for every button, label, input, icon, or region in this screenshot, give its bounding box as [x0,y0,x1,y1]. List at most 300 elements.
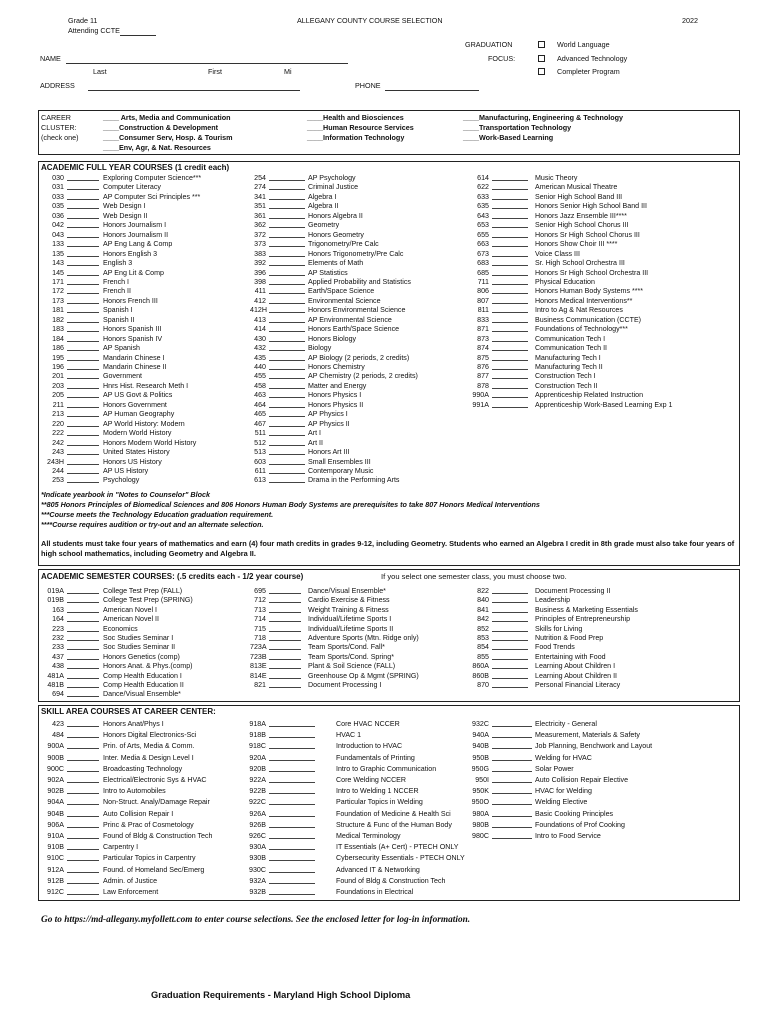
course-select-blank[interactable] [269,429,305,436]
course-select-blank[interactable] [67,832,99,839]
course-select-blank[interactable] [269,382,305,389]
course-select-blank[interactable] [492,212,528,219]
course-select-blank[interactable] [67,798,99,805]
course-name: Intro to Food Service [535,832,601,840]
course-name: Learning About Children I [535,662,616,671]
course-code: 673 [477,249,489,258]
course-select-blank[interactable] [269,420,305,427]
course-name: Advanced IT & Networking [336,865,420,874]
attending-field[interactable] [120,35,156,36]
course-name: Principles of Entrepreneurship [535,615,631,624]
course-select-blank[interactable] [492,335,528,342]
course-select-blank[interactable] [67,672,99,679]
course-select-blank[interactable] [67,183,99,190]
career-option[interactable]: ____Information Technology [307,133,405,142]
course-select-blank[interactable] [492,401,528,408]
course-name: Business Communication (CCTE) [535,315,642,324]
course-select-blank[interactable] [269,221,305,228]
career-label-line: CAREER [41,113,71,122]
course-select-blank[interactable] [67,335,99,342]
focus-option-world-language[interactable] [538,41,610,50]
course-select-blank[interactable] [269,316,305,323]
course-select-blank[interactable] [269,843,315,850]
course-name: Structure & Func of the Human Body [336,820,452,829]
course-select-blank[interactable] [269,653,301,660]
course-code: 512 [254,438,266,447]
course-code: 437 [52,652,64,661]
course-select-blank[interactable] [492,259,528,266]
course-select-blank[interactable] [269,754,315,761]
course-select-blank[interactable] [492,643,528,650]
course-select-blank[interactable] [67,776,99,783]
course-select-blank[interactable] [269,231,305,238]
course-code: 511 [254,429,266,438]
course-select-blank[interactable] [269,467,305,474]
course-select-blank[interactable] [67,202,99,209]
note-yearbook: *Indicate yearbook in "Notes to Counselor" Block [41,490,210,499]
course-select-blank[interactable] [269,587,301,594]
course-name: Psychology [103,476,140,485]
course-select-blank[interactable] [67,742,99,749]
course-select-blank[interactable] [67,854,99,861]
course-select-blank[interactable] [67,810,99,817]
course-code: 244 [52,466,64,475]
course-select-blank[interactable] [67,250,99,257]
course-select-blank[interactable] [67,391,99,398]
career-option[interactable]: ____Construction & Development [103,123,219,132]
course-select-blank[interactable] [269,596,301,603]
course-select-blank[interactable] [67,212,99,219]
course-name: Core Welding NCCER [336,776,407,784]
course-code: 205 [52,391,64,400]
course-select-blank[interactable] [67,681,99,688]
course-select-blank[interactable] [67,401,99,408]
course-name: American Novel I [103,605,158,614]
course-code: 036 [52,211,64,220]
course-name: Senior High School Band III [535,192,623,201]
course-select-blank[interactable] [67,382,99,389]
course-select-blank[interactable] [67,306,99,313]
course-select-blank[interactable] [492,821,532,828]
course-code: 876 [477,363,489,371]
course-select-blank[interactable] [269,476,305,483]
course-code: 464 [254,400,266,409]
course-select-blank[interactable] [269,888,315,895]
course-select-blank[interactable] [67,720,99,727]
course-select-blank[interactable] [269,765,315,772]
course-code: 806 [477,287,489,296]
course-select-blank[interactable] [492,587,528,594]
course-code: 840 [477,596,489,605]
course-select-blank[interactable] [269,183,305,190]
course-code: 980B [472,820,489,829]
course-select-blank[interactable] [67,429,99,436]
course-name: Art II [308,438,323,447]
address-field[interactable] [88,90,300,91]
checkbox-icon[interactable] [538,68,545,75]
course-select-blank[interactable] [492,681,528,688]
course-name: Honors Anat/Phys I [103,720,164,728]
course-select-blank[interactable] [67,754,99,761]
course-select-blank[interactable] [67,643,99,650]
course-select-blank[interactable] [67,448,99,455]
course-select-blank[interactable] [269,742,315,749]
course-select-blank[interactable] [67,596,99,603]
course-name: College Test Prep (FALL) [103,587,183,595]
course-select-blank[interactable] [67,731,99,738]
course-select-blank[interactable] [492,625,528,632]
course-select-blank[interactable] [492,316,528,323]
course-select-blank[interactable] [67,634,99,641]
course-select-blank[interactable] [67,653,99,660]
course-select-blank[interactable] [492,754,532,761]
course-select-blank[interactable] [67,821,99,828]
course-code: 392 [254,259,266,268]
course-name: Honors Chemistry [308,363,365,371]
attending-label: Attending CCTE [68,26,120,35]
course-select-blank[interactable] [492,765,532,772]
course-code: 714 [254,615,266,624]
course-select-blank[interactable] [67,765,99,772]
course-select-blank[interactable] [269,606,301,613]
course-select-blank[interactable] [67,325,99,332]
course-select-blank[interactable] [492,787,532,794]
course-select-blank[interactable] [67,240,99,247]
course-name: AP US History [103,466,149,475]
course-select-blank[interactable] [269,643,301,650]
course-select-blank[interactable] [67,587,99,594]
course-select-blank[interactable] [67,877,99,884]
note-biomedical: **805 Honors Principles of Biomedical Sciences and 806 Honors Human Body Systems are prerequisites to take 807 Honors Medical Interventions [41,500,540,509]
course-code: 904A [47,798,64,807]
phone-field[interactable] [385,90,479,91]
course-code: 870 [477,681,489,689]
course-select-blank[interactable] [269,720,315,727]
course-select-blank[interactable] [67,606,99,613]
course-select-blank[interactable] [67,625,99,632]
course-code: 912B [47,876,64,885]
course-select-blank[interactable] [269,354,305,361]
course-select-blank[interactable] [492,221,528,228]
course-code: 643 [477,211,489,220]
course-select-blank[interactable] [492,278,528,285]
course-name: Found. of Homeland Sec/Emerg [103,865,205,874]
course-code: 926B [249,820,266,829]
course-name: Spanish I [103,306,133,315]
course-select-blank[interactable] [67,787,99,794]
course-code: 035 [52,202,64,211]
course-code: 813E [250,662,267,671]
course-code: 814E [250,671,267,680]
course-select-blank[interactable] [269,202,305,209]
checkbox-icon[interactable] [538,55,545,62]
course-code: 220 [52,419,64,428]
course-select-blank[interactable] [269,410,305,417]
course-name: Foundations of Prof Cooking [535,820,625,829]
course-select-blank[interactable] [67,888,99,895]
course-code: 135 [52,249,64,258]
course-code: 411 [254,287,266,296]
course-code: 362 [254,221,266,230]
course-select-blank[interactable] [492,363,528,370]
course-code: 232 [52,634,64,642]
course-name: Introduction to HVAC [336,742,403,751]
course-code: 694 [52,690,64,699]
course-select-blank[interactable] [67,278,99,285]
course-select-blank[interactable] [67,221,99,228]
course-select-blank[interactable] [492,672,528,679]
course-code: 853 [477,634,489,642]
course-code: 807 [477,296,489,305]
career-option[interactable]: ____Transportation Technology [463,123,572,132]
course-select-blank[interactable] [492,662,528,669]
course-code: 243H [47,457,64,466]
course-name: French II [103,287,131,296]
course-select-blank[interactable] [492,183,528,190]
course-name: Honors Geometry [308,230,364,239]
course-select-blank[interactable] [492,325,528,332]
course-select-blank[interactable] [67,344,99,351]
course-name: AP Spanish [103,344,140,353]
course-code: 412H [250,306,267,315]
course-name: College Test Prep (SPRING) [103,596,193,605]
course-select-blank[interactable] [492,202,528,209]
course-select-blank[interactable] [269,372,305,379]
course-select-blank[interactable] [492,306,528,313]
course-name: Web Design I [103,202,146,211]
course-code: 950I [475,776,489,784]
career-option[interactable]: ____Work-Based Learning [463,133,554,142]
course-name: Elements of Math [308,259,364,268]
course-select-blank[interactable] [492,354,528,361]
course-select-blank[interactable] [269,458,305,465]
course-select-blank[interactable] [492,653,528,660]
course-select-blank[interactable] [67,410,99,417]
course-code: 920B [249,764,266,773]
course-select-blank[interactable] [269,448,305,455]
career-option[interactable]: ____Env, Agr, & Nat. Resources [103,143,211,152]
course-select-blank[interactable] [492,250,528,257]
course-name: HVAC for Welding [535,787,592,796]
course-select-blank[interactable] [67,259,99,266]
focus-option-completer-program[interactable] [538,68,620,77]
course-select-blank[interactable] [67,662,99,669]
course-code: 372 [254,230,266,239]
course-select-blank[interactable] [67,269,99,276]
course-name: AP Chemistry (2 periods, 2 credits) [308,372,418,381]
course-code: 222 [52,429,64,438]
course-name: Found of Bldg & Construction Tech [103,832,213,840]
course-select-blank[interactable] [269,401,305,408]
course-code: 930B [249,854,266,863]
course-select-blank[interactable] [67,476,99,483]
course-select-blank[interactable] [269,297,305,304]
course-select-blank[interactable] [492,606,528,613]
career-option[interactable]: ____Health and Biosciences [307,113,404,122]
course-name: Non-Struct. Analy/Damage Repair [103,798,210,807]
course-select-blank[interactable] [492,731,532,738]
course-select-blank[interactable] [269,212,305,219]
course-select-blank[interactable] [67,231,99,238]
course-select-blank[interactable] [269,662,301,669]
course-select-blank[interactable] [269,306,305,313]
course-select-blank[interactable] [269,250,305,257]
grade-label: Grade 11 [68,16,98,25]
course-select-blank[interactable] [269,363,305,370]
course-select-blank[interactable] [67,866,99,873]
course-select-blank[interactable] [492,832,532,839]
course-select-blank[interactable] [492,798,532,805]
course-select-blank[interactable] [67,615,99,622]
course-select-blank[interactable] [269,866,315,873]
course-select-blank[interactable] [492,193,528,200]
course-select-blank[interactable] [269,335,305,342]
course-code: 922C [249,798,266,807]
course-name: Core HVAC NCCER [336,720,400,728]
course-select-blank[interactable] [269,672,301,679]
course-select-blank[interactable] [67,363,99,370]
course-name: Particular Topics in Carpentry [103,854,196,863]
course-name: Algebra I [308,192,337,201]
course-select-blank[interactable] [492,596,528,603]
course-select-blank[interactable] [492,269,528,276]
course-select-blank[interactable] [492,240,528,247]
course-select-blank[interactable] [269,344,305,351]
course-select-blank[interactable] [269,731,315,738]
course-select-blank[interactable] [269,259,305,266]
career-option[interactable]: ____Human Resource Services [307,123,414,132]
course-code: 920A [249,753,266,762]
course-select-blank[interactable] [269,877,315,884]
course-select-blank[interactable] [269,821,315,828]
course-code: 396 [254,268,266,277]
course-name: AP Psychology [308,174,356,182]
course-name: Honors Digital Electronics-Sci [103,731,197,740]
course-name: Adventure Sports (Mtn. Ridge only) [308,634,419,642]
course-code: 718 [254,634,266,642]
course-select-blank[interactable] [492,344,528,351]
course-name: AP World History: Modern [103,419,185,428]
course-select-blank[interactable] [492,742,532,749]
course-select-blank[interactable] [67,420,99,427]
course-select-blank[interactable] [492,382,528,389]
course-select-blank[interactable] [492,297,528,304]
checkbox-icon[interactable] [538,41,545,48]
course-select-blank[interactable] [269,810,315,817]
course-select-blank[interactable] [269,854,315,861]
course-name: Manufacturing Tech II [535,363,603,371]
course-name: Economics [103,624,138,633]
focus-option-advanced-technology[interactable] [538,55,627,64]
course-name: Intro to Automobiles [103,787,166,796]
course-select-blank[interactable] [492,287,528,294]
course-select-blank[interactable] [269,625,301,632]
course-code: 351 [254,202,266,211]
course-select-blank[interactable] [269,634,301,641]
course-select-blank[interactable] [269,287,305,294]
course-select-blank[interactable] [492,810,532,817]
course-select-blank[interactable] [67,690,99,697]
course-select-blank[interactable] [67,467,99,474]
career-option[interactable]: ____ Arts, Media and Communication [103,113,231,122]
course-select-blank[interactable] [269,832,315,839]
career-option-label: Manufacturing, Engineering & Technology [479,113,624,122]
course-select-blank[interactable] [269,269,305,276]
course-select-blank[interactable] [492,372,528,379]
course-name: Communication Tech II [535,344,608,353]
course-select-blank[interactable] [67,354,99,361]
course-name: HVAC 1 [336,731,362,740]
course-select-blank[interactable] [269,391,305,398]
course-name: Apprenticeship Work-Based Learning Exp 1 [535,400,673,409]
course-code: 213 [52,410,64,419]
focus-option-label: Advanced Technology [557,54,628,63]
course-name: Particular Topics in Welding [336,798,423,807]
course-select-blank[interactable] [269,787,315,794]
course-select-blank[interactable] [269,240,305,247]
course-select-blank[interactable] [67,287,99,294]
course-name: Honors US History [103,457,162,466]
course-code: 912C [47,888,64,896]
course-name: Honors Sr High School Orchestra III [535,268,649,277]
career-option-label: Arts, Media and Communication [120,113,231,122]
course-select-blank[interactable] [67,174,99,181]
course-code: 432 [254,344,266,353]
course-select-blank[interactable] [492,634,528,641]
course-select-blank[interactable] [269,174,305,181]
course-code: 926C [249,832,266,840]
career-option[interactable]: ____Manufacturing, Engineering & Technology [463,113,624,122]
course-name: AP Physics I [308,410,348,419]
course-name: Manufacturing Tech I [535,353,601,362]
name-label: NAME [40,54,61,63]
course-select-blank[interactable] [67,843,99,850]
course-select-blank[interactable] [269,278,305,285]
name-field[interactable] [66,63,348,64]
course-name: Exploring Computer Science*** [103,174,202,182]
course-code: 163 [52,605,64,614]
course-select-blank[interactable] [269,615,301,622]
course-select-blank[interactable] [67,372,99,379]
course-select-blank[interactable] [269,325,305,332]
course-select-blank[interactable] [67,316,99,323]
course-name: French I [103,277,130,286]
course-select-blank[interactable] [492,615,528,622]
course-select-blank[interactable] [492,720,532,727]
course-select-blank[interactable] [269,193,305,200]
course-code: 373 [254,240,266,249]
course-code: 603 [254,457,266,466]
course-select-blank[interactable] [67,458,99,465]
course-select-blank[interactable] [67,439,99,446]
course-select-blank[interactable] [492,391,528,398]
course-select-blank[interactable] [269,776,315,783]
course-code: 196 [52,363,64,371]
course-select-blank[interactable] [67,193,99,200]
course-name: United States History [103,448,170,457]
course-select-blank[interactable] [269,681,301,688]
course-select-blank[interactable] [269,439,305,446]
course-code: 855 [477,652,489,661]
course-name: Princ & Prac of Cosmetology [103,820,194,829]
course-select-blank[interactable] [492,174,528,181]
course-select-blank[interactable] [492,776,532,783]
course-select-blank[interactable] [67,297,99,304]
course-name: Team Sports/Cond. Spring* [308,652,394,661]
career-option[interactable]: ____Consumer Serv, Hosp. & Tourism [103,133,233,142]
course-select-blank[interactable] [269,798,315,805]
course-select-blank[interactable] [492,231,528,238]
